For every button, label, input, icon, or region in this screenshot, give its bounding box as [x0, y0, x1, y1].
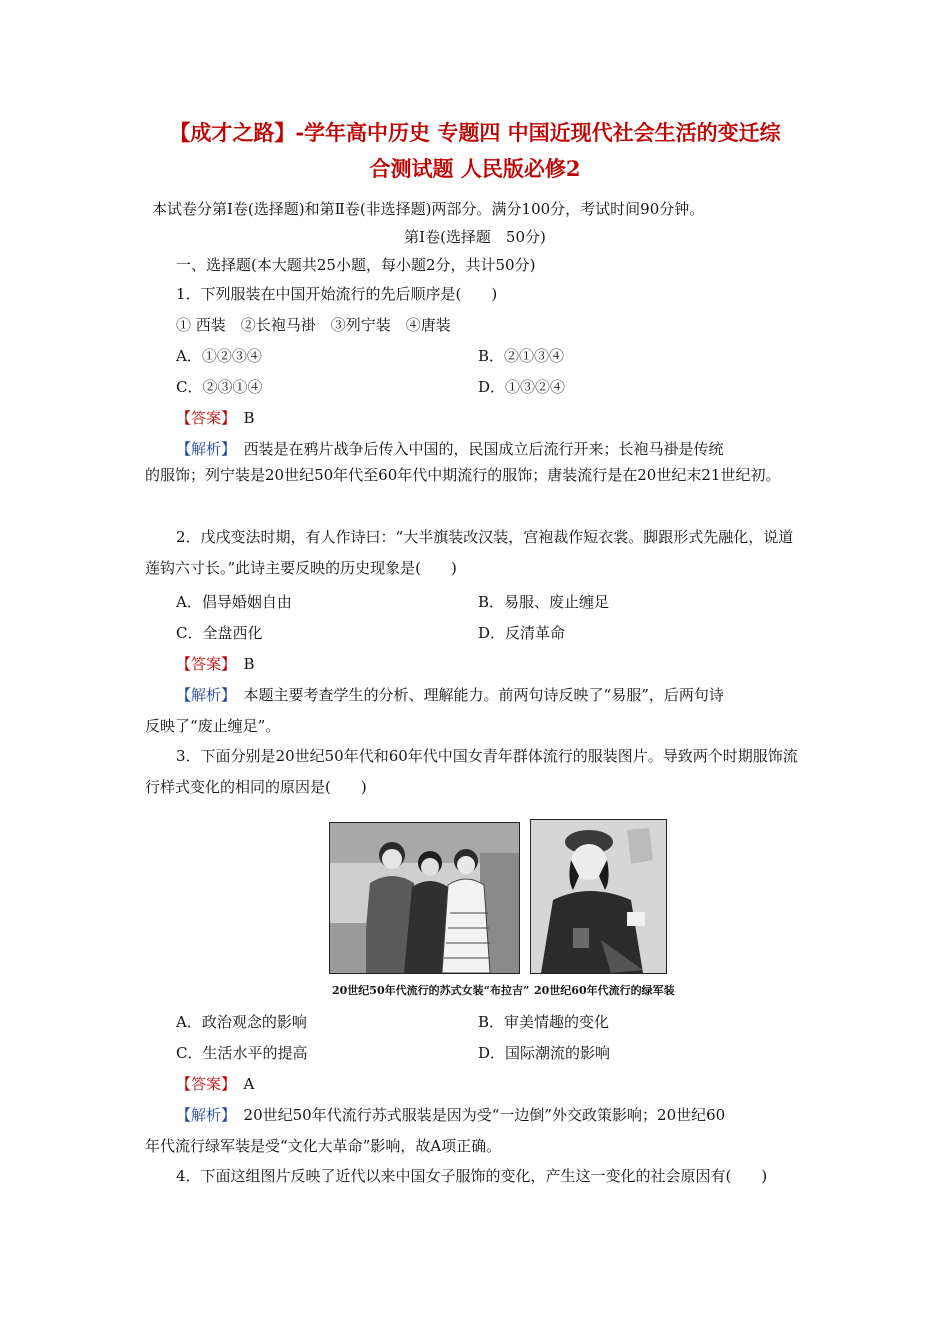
- q2-stem: 2．戊戌变法时期，有人作诗曰：“大半旗装改汉装，宫袍裁作短衣裳。脚跟形式先融化，说道莲钩六寸长。”此诗主要反映的历史现象是( ): [145, 528, 794, 577]
- explanation-label: 【解析】: [176, 686, 229, 704]
- q3-option-a: A．政治观念的影响: [176, 1013, 307, 1031]
- q4-stem: 4．下面这组图片反映了近代以来中国女子服饰的变化，产生这一变化的社会原因有( ): [176, 1167, 768, 1185]
- q1-option-c: C．②③①④: [176, 378, 263, 396]
- q3-answer: [176, 1074, 254, 1094]
- photo-1950s-dresses: [329, 822, 520, 974]
- photo-1960s-green-uniform: [530, 819, 667, 974]
- explanation-label: 【解析】: [176, 440, 229, 458]
- answer-label: 【答案】: [176, 655, 229, 673]
- q3-option-c: C．生活水平的提高: [176, 1044, 308, 1062]
- q3-stem: 3．下面分别是20世纪50年代和60年代中国女青年群体流行的服装图片。导致两个时期服饰流行样式变化的相同的原因是( ): [145, 747, 798, 796]
- q2-option-c: C．全盘西化: [176, 624, 263, 642]
- q1-explanation: [176, 439, 724, 459]
- document-title-line2: 合测试题 人民版必修2: [369, 156, 581, 181]
- q2-explanation: [176, 685, 724, 705]
- document-title-line1: 【成才之路】-学年高中历史 专题四 中国近现代社会生活的变迁综: [169, 120, 781, 145]
- explanation-label: 【解析】: [176, 1106, 229, 1124]
- caption-1960s: 20世纪60年代流行的绿军装: [534, 984, 675, 997]
- q1-option-d: D．①③②④: [478, 378, 566, 396]
- q1-explanation-first: 西装是在鸦片战争后传入中国的，民国成立后流行开来；长袍马褂是传统: [243, 440, 724, 458]
- q2-explanation-rest: 反映了“废止缠足”。: [145, 717, 281, 735]
- q1-option-a: A．①②③④: [176, 347, 262, 365]
- photo-1960s-illustration: [531, 820, 666, 973]
- part1-heading: 第Ⅰ卷(选择题 50分): [404, 228, 546, 246]
- q1-stem: 1．下列服装在中国开始流行的先后顺序是( ): [176, 285, 498, 303]
- photo-1950s-illustration: [330, 823, 519, 973]
- q1-answer-value: B: [243, 409, 255, 427]
- q3-answer-value: A: [243, 1075, 255, 1093]
- answer-label: 【答案】: [176, 409, 229, 427]
- section1-heading: 一、选择题(本大题共25小题，每小题2分，共计50分): [176, 256, 536, 274]
- q2-explanation-first: 本题主要考查学生的分析、理解能力。前两句诗反映了“易服”，后两句诗: [243, 686, 724, 704]
- q3-option-b: B．审美情趣的变化: [478, 1013, 610, 1031]
- q1-explanation-rest: 的服饰；列宁装是20世纪50年代至60年代中期流行的服饰；唐装流行是在20世纪末21世纪初。: [145, 466, 781, 484]
- q1-answer: [176, 408, 255, 428]
- q3-explanation: [176, 1105, 725, 1125]
- q1-option-b: B．②①③④: [478, 347, 565, 365]
- q2-option-d: D．反清革命: [478, 624, 566, 642]
- q3-explanation-rest: 年代流行绿军装是受“文化大革命”影响，故A项正确。: [145, 1137, 502, 1155]
- caption-1950s: 20世纪50年代流行的苏式女装“布拉吉”: [332, 984, 530, 997]
- q2-option-b: B．易服、废止缠足: [478, 593, 610, 611]
- q1-items: ① 西装 ②长袍马褂 ③列宁装 ④唐装: [176, 316, 451, 334]
- answer-label: 【答案】: [176, 1075, 229, 1093]
- q3-explanation-first: 20世纪50年代流行苏式服装是因为受“一边倒”外交政策影响；20世纪60: [243, 1106, 726, 1124]
- q2-answer-value: B: [243, 655, 255, 673]
- exam-intro: 本试卷分第Ⅰ卷(选择题)和第Ⅱ卷(非选择题)两部分。满分100分，考试时间90分钟。: [152, 200, 705, 218]
- q2-answer: [176, 654, 255, 674]
- q2-option-a: A．倡导婚姻自由: [176, 593, 292, 611]
- q3-option-d: D．国际潮流的影响: [478, 1044, 611, 1062]
